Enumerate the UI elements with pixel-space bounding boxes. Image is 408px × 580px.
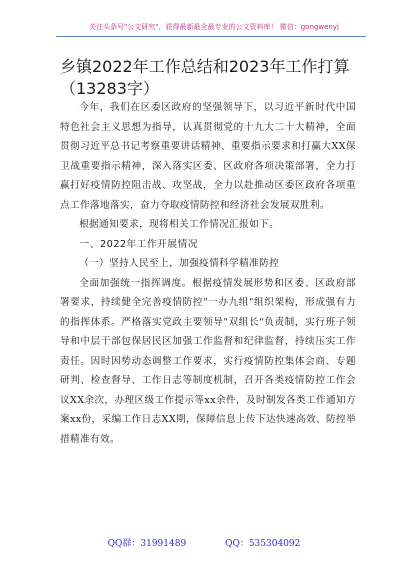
- footer-qq: QQ：535304092: [225, 539, 301, 549]
- section-heading: 一、2022年工作开展情况: [79, 238, 198, 250]
- report-paragraph: 根据通知要求，现将相关工作情况汇报如下。: [79, 219, 280, 230]
- header-banner: 关注头条号"公文研究"，获得最新最全最专业的公文资料库！ 微信：gongwenyj: [89, 23, 339, 31]
- subsection-heading: （一）坚持人民至上，加强疫情科学精准防控: [79, 258, 280, 269]
- document-title: [60, 56, 360, 100]
- title-line-2: （13283字）: [60, 79, 159, 98]
- footer-qq-group: QQ群：31991489: [107, 539, 187, 549]
- document-body: [60, 98, 356, 449]
- command-paragraph: 全面加强统一指挥调度。根据疫情发展形势和区委、区政府部署要求，持续健全完善疫情防控"一办九组"组织架构，形成强有力的指挥体系。严格落实党政主要领导"双组长"负责制，实行班子领导和中层干部包保居民区加强工作监督和纪律监督，持续压实工作责任。因时因势动态调整工作要求，实行疫情防控集体会商、专题研判、检查督导、工作日志等制度机制，召开各类疫情防控工作会议XX余次，办理区级工作提示等xx余件，及时制发各类工作通知方案xx份，采编工作日志XX期，保障信息上传下达快速高效、防控举措精准有效。: [60, 277, 356, 445]
- intro-paragraph: 今年，我们在区委区政府的坚强领导下，以习近平新时代中国特色社会主义思想为指导，认真贯彻党的十九大二十大精神，全面贯彻习近平总书记考察重要讲话精神、重要指示要求和打赢大XX保卫战重要指示精神，深入落实区委、区政府各项决策部署，全力打赢打好疫情防控阻击战、攻坚战，全力以赴推动区委区政府各项重点工作落地落实，奋力夺取疫情防控和经济社会发展双胜利。: [60, 102, 356, 211]
- title-line-1: 乡镇2022年工作总结和2023年工作打算: [60, 57, 350, 76]
- footer-contact: [0, 536, 408, 549]
- header-divider: [56, 36, 366, 37]
